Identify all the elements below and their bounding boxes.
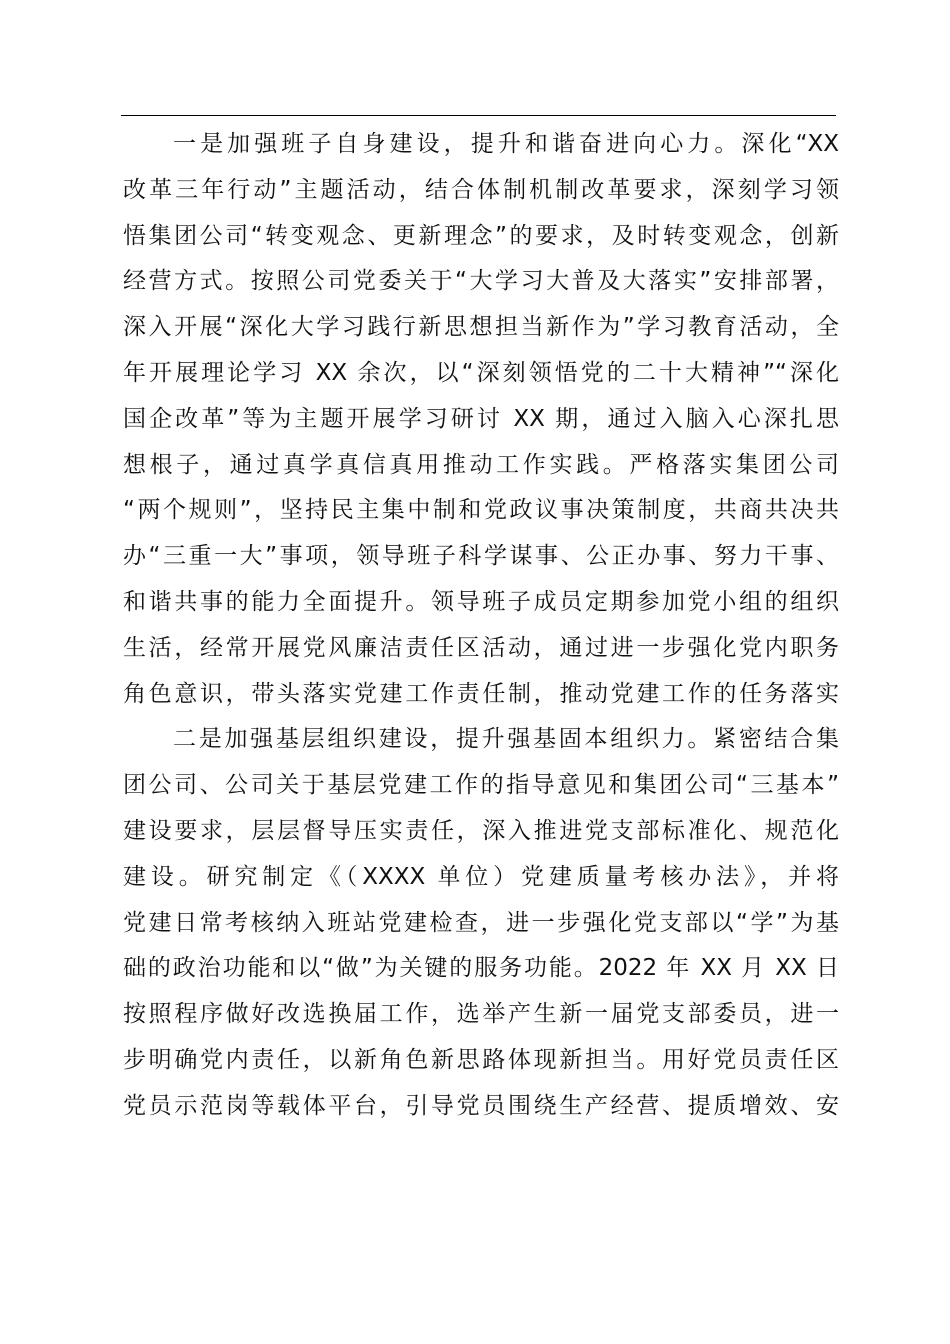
paragraph-2-line-8: 步明确党内责任，以新角色新思路体现新担当。用好党员责任区 [123,1046,839,1073]
paragraph-2-line-3: 建设要求，层层督导压实责任，深入推进党支部标准化、规范化 [123,817,839,844]
paragraph-1-line-6: 年开展理论学习 XX 余次，以“深刻领悟党的二十大精神”“深化 [123,359,839,386]
paragraph-1-line-4: 经营方式。按照公司党委关于“大学习大普及大落实”安排部署， [123,268,839,295]
paragraph-1-line-7: 国企改革”等为主题开展学习研讨 XX 期，通过入脑入心深扎思 [123,405,839,432]
paragraph-1-line-9: “两个规则”，坚持民主集中制和党政议事决策制度，共商共决共 [123,497,839,524]
paragraph-2-line-5: 党建日常考核纳入班站党建检查，进一步强化党支部以“学”为基 [123,909,839,936]
paragraph-1-line-11: 和谐共事的能力全面提升。领导班子成员定期参加党小组的组织 [123,588,839,615]
paragraph-2-line-7: 按照程序做好改选换届工作，选举产生新一届党支部委员，进一 [123,1001,839,1028]
paragraph-2-line-9: 党员示范岗等载体平台，引导党员围绕生产经营、提质增效、安 [123,1092,839,1119]
paragraph-1-line-2: 改革三年行动”主题活动，结合体制机制改革要求，深刻学习领 [123,176,839,203]
paragraph-1-line-10: 办“三重一大”事项，领导班子科学谋事、公正办事、努力干事、 [123,543,839,570]
document-body [123,122,839,1130]
paragraph-1-line-12: 生活，经常开展党风廉洁责任区活动，通过进一步强化党内职务 [123,634,839,661]
paragraph-1-line-8: 想根子，通过真学真信真用推动工作实践。严格落实集团公司 [123,451,839,478]
paragraph-2-line-4: 建设。研究制定《（XXXX 单位）党建质量考核办法》，并将 [123,863,839,890]
paragraph-1-line-3: 悟集团公司“转变观念、更新理念”的要求，及时转变观念，创新 [123,222,839,249]
paragraph-1-line-1: 一是加强班子自身建设，提升和谐奋进向心力。深化“XX [173,131,839,157]
paragraph-2-line-2: 团公司、公司关于基层党建工作的指导意见和集团公司“三基本” [123,772,839,799]
paragraph-2-line-6: 础的政治功能和以“做”为关键的服务功能。2022 年 XX 月 XX 日 [123,955,839,982]
paragraph-1-line-13: 角色意识，带头落实党建工作责任制，推动党建工作的任务落实 [123,680,839,707]
paragraph-2-line-1: 二是加强基层组织建设，提升强基固本组织力。紧密结合集 [173,726,839,753]
header-rule [121,115,836,116]
paragraph-1-line-5: 深入开展“深化大学习践行新思想担当新作为”学习教育活动，全 [123,314,839,341]
